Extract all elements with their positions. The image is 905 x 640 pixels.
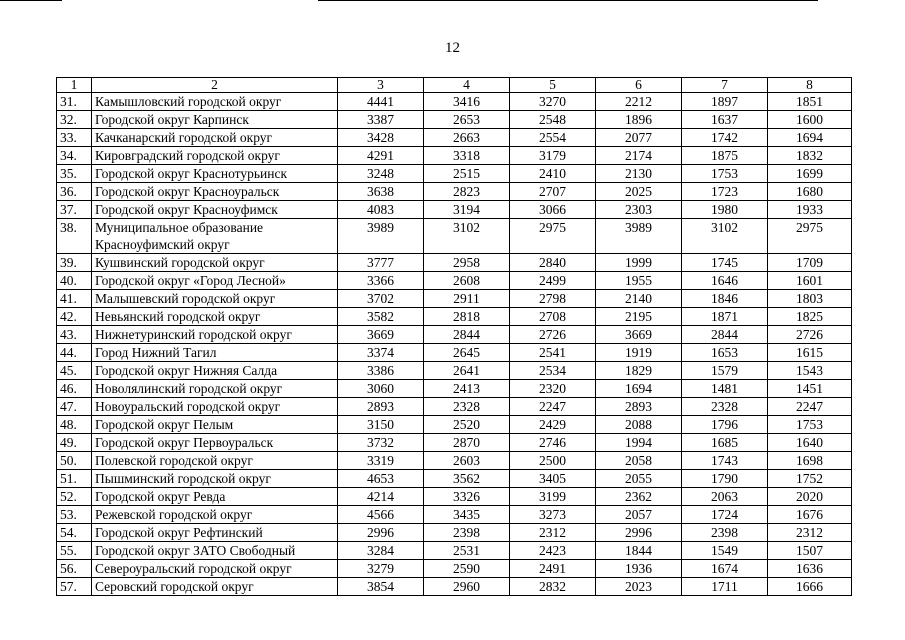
value-cell: 2996 (338, 524, 424, 542)
value-cell: 2312 (768, 524, 852, 542)
value-cell: 2534 (510, 362, 596, 380)
value-cell: 3669 (338, 326, 424, 344)
value-cell: 2328 (424, 398, 510, 416)
municipality-name: Режевской городской округ (92, 506, 338, 524)
table-row (57, 326, 852, 344)
column-header: 8 (768, 78, 852, 93)
value-cell: 2023 (596, 578, 682, 596)
value-cell: 2063 (682, 488, 768, 506)
value-cell: 3702 (338, 290, 424, 308)
value-cell: 2303 (596, 201, 682, 219)
value-cell: 2328 (682, 398, 768, 416)
value-cell: 2429 (510, 416, 596, 434)
row-number: 37. (57, 201, 92, 219)
municipality-name: Городской округ Ревда (92, 488, 338, 506)
table-row (57, 416, 852, 434)
municipality-name: Городской округ Пелым (92, 416, 338, 434)
table-row (57, 542, 852, 560)
row-number: 36. (57, 183, 92, 201)
value-cell: 2140 (596, 290, 682, 308)
row-number: 39. (57, 254, 92, 272)
municipality-name: Новоуральский городской округ (92, 398, 338, 416)
value-cell: 1666 (768, 578, 852, 596)
value-cell: 4566 (338, 506, 424, 524)
value-cell: 1875 (682, 147, 768, 165)
value-cell: 1451 (768, 380, 852, 398)
value-cell: 2554 (510, 129, 596, 147)
value-cell: 2893 (338, 398, 424, 416)
municipality-name: Качканарский городской округ (92, 129, 338, 147)
value-cell: 2410 (510, 165, 596, 183)
row-number: 51. (57, 470, 92, 488)
value-cell: 1579 (682, 362, 768, 380)
value-cell: 1636 (768, 560, 852, 578)
value-cell: 1846 (682, 290, 768, 308)
row-number: 47. (57, 398, 92, 416)
table-row (57, 165, 852, 183)
value-cell: 2645 (424, 344, 510, 362)
municipality-name: Новолялинский городской округ (92, 380, 338, 398)
value-cell: 1790 (682, 470, 768, 488)
value-cell: 1936 (596, 560, 682, 578)
value-cell: 3582 (338, 308, 424, 326)
table-row (57, 488, 852, 506)
value-cell: 1742 (682, 129, 768, 147)
page-number: 12 (445, 40, 460, 56)
table-row (57, 272, 852, 290)
value-cell: 3386 (338, 362, 424, 380)
value-cell: 3732 (338, 434, 424, 452)
row-number: 57. (57, 578, 92, 596)
value-cell: 1674 (682, 560, 768, 578)
value-cell: 1549 (682, 542, 768, 560)
municipality-name: Городской округ Красноуральск (92, 183, 338, 201)
value-cell: 1640 (768, 434, 852, 452)
row-number: 44. (57, 344, 92, 362)
value-cell: 2212 (596, 93, 682, 111)
value-cell: 2798 (510, 290, 596, 308)
value-cell: 2423 (510, 542, 596, 560)
value-cell: 3387 (338, 111, 424, 129)
value-cell: 1646 (682, 272, 768, 290)
municipality-name: Муниципальное образование Красноуфимский округ (92, 219, 338, 254)
value-cell: 1753 (768, 416, 852, 434)
value-cell: 1980 (682, 201, 768, 219)
value-cell: 2975 (768, 219, 852, 254)
table-row (57, 129, 852, 147)
municipality-name: Кушвинский городской округ (92, 254, 338, 272)
table-row (57, 219, 852, 254)
row-number: 55. (57, 542, 92, 560)
value-cell: 3279 (338, 560, 424, 578)
top-border-right (318, 0, 818, 1)
column-header: 6 (596, 78, 682, 93)
value-cell: 3854 (338, 578, 424, 596)
value-cell: 2247 (510, 398, 596, 416)
row-number: 32. (57, 111, 92, 129)
municipality-name: Камышловский городской округ (92, 93, 338, 111)
value-cell: 1851 (768, 93, 852, 111)
value-cell: 2663 (424, 129, 510, 147)
value-cell: 3318 (424, 147, 510, 165)
municipality-name: Малышевский городской округ (92, 290, 338, 308)
table-row (57, 344, 852, 362)
table-row (57, 434, 852, 452)
municipality-name: Североуральский городской округ (92, 560, 338, 578)
value-cell: 3248 (338, 165, 424, 183)
value-cell: 2531 (424, 542, 510, 560)
value-cell: 1803 (768, 290, 852, 308)
table-row (57, 308, 852, 326)
row-number: 50. (57, 452, 92, 470)
row-number: 40. (57, 272, 92, 290)
value-cell: 1680 (768, 183, 852, 201)
value-cell: 1955 (596, 272, 682, 290)
value-cell: 2603 (424, 452, 510, 470)
value-cell: 3102 (424, 219, 510, 254)
value-cell: 3194 (424, 201, 510, 219)
value-cell: 1994 (596, 434, 682, 452)
value-cell: 1796 (682, 416, 768, 434)
value-cell: 3374 (338, 344, 424, 362)
value-cell: 1637 (682, 111, 768, 129)
value-cell: 3428 (338, 129, 424, 147)
value-cell: 3366 (338, 272, 424, 290)
value-cell: 3066 (510, 201, 596, 219)
municipality-name: Городской округ Первоуральск (92, 434, 338, 452)
value-cell: 2057 (596, 506, 682, 524)
value-cell: 4214 (338, 488, 424, 506)
value-cell: 1698 (768, 452, 852, 470)
value-cell: 2320 (510, 380, 596, 398)
table-body (57, 93, 852, 596)
value-cell: 2832 (510, 578, 596, 596)
value-cell: 1829 (596, 362, 682, 380)
row-number: 53. (57, 506, 92, 524)
value-cell: 3179 (510, 147, 596, 165)
value-cell: 3989 (338, 219, 424, 254)
municipality-name: Невьянский городской округ (92, 308, 338, 326)
table-row (57, 93, 852, 111)
table-row (57, 290, 852, 308)
value-cell: 3060 (338, 380, 424, 398)
municipality-name: Городской округ Нижняя Салда (92, 362, 338, 380)
value-cell: 2975 (510, 219, 596, 254)
value-cell: 2362 (596, 488, 682, 506)
value-cell: 3102 (682, 219, 768, 254)
table-row (57, 111, 852, 129)
value-cell: 2641 (424, 362, 510, 380)
column-header: 1 (57, 78, 92, 93)
value-cell: 1897 (682, 93, 768, 111)
value-cell: 2398 (682, 524, 768, 542)
value-cell: 3326 (424, 488, 510, 506)
value-cell: 2020 (768, 488, 852, 506)
value-cell: 4083 (338, 201, 424, 219)
table-row (57, 398, 852, 416)
row-number: 49. (57, 434, 92, 452)
top-border-left (0, 0, 62, 1)
value-cell: 3199 (510, 488, 596, 506)
row-number: 41. (57, 290, 92, 308)
value-cell: 2077 (596, 129, 682, 147)
column-header: 3 (338, 78, 424, 93)
value-cell: 2548 (510, 111, 596, 129)
municipality-name: Городской округ Краснотурьинск (92, 165, 338, 183)
value-cell: 2960 (424, 578, 510, 596)
table-row (57, 560, 852, 578)
value-cell: 2708 (510, 308, 596, 326)
value-cell: 2746 (510, 434, 596, 452)
value-cell: 2398 (424, 524, 510, 542)
row-number: 52. (57, 488, 92, 506)
value-cell: 1933 (768, 201, 852, 219)
value-cell: 3284 (338, 542, 424, 560)
value-cell: 2055 (596, 470, 682, 488)
value-cell: 1600 (768, 111, 852, 129)
column-header: 2 (92, 78, 338, 93)
value-cell: 2726 (768, 326, 852, 344)
municipality-name: Кировградский городской округ (92, 147, 338, 165)
value-cell: 1999 (596, 254, 682, 272)
value-cell: 2499 (510, 272, 596, 290)
value-cell: 1481 (682, 380, 768, 398)
value-cell: 1601 (768, 272, 852, 290)
value-cell: 3270 (510, 93, 596, 111)
column-header: 7 (682, 78, 768, 93)
value-cell: 2590 (424, 560, 510, 578)
value-cell: 1694 (596, 380, 682, 398)
row-number: 33. (57, 129, 92, 147)
table-row (57, 380, 852, 398)
row-number: 45. (57, 362, 92, 380)
value-cell: 1745 (682, 254, 768, 272)
value-cell: 2653 (424, 111, 510, 129)
value-cell: 2491 (510, 560, 596, 578)
value-cell: 4291 (338, 147, 424, 165)
value-cell: 2025 (596, 183, 682, 201)
table-row (57, 362, 852, 380)
value-cell: 1685 (682, 434, 768, 452)
municipality-name: Городской округ «Город Лесной» (92, 272, 338, 290)
row-number: 56. (57, 560, 92, 578)
table-header-row (57, 78, 852, 93)
value-cell: 2174 (596, 147, 682, 165)
value-cell: 2247 (768, 398, 852, 416)
table-row (57, 524, 852, 542)
value-cell: 1743 (682, 452, 768, 470)
row-number: 46. (57, 380, 92, 398)
table-row (57, 183, 852, 201)
value-cell: 3273 (510, 506, 596, 524)
value-cell: 1723 (682, 183, 768, 201)
column-header: 4 (424, 78, 510, 93)
value-cell: 2312 (510, 524, 596, 542)
value-cell: 1694 (768, 129, 852, 147)
value-cell: 1711 (682, 578, 768, 596)
value-cell: 3989 (596, 219, 682, 254)
value-cell: 3669 (596, 326, 682, 344)
table-row (57, 452, 852, 470)
value-cell: 1724 (682, 506, 768, 524)
value-cell: 1543 (768, 362, 852, 380)
value-cell: 1752 (768, 470, 852, 488)
municipality-name: Городской округ Карпинск (92, 111, 338, 129)
value-cell: 1832 (768, 147, 852, 165)
value-cell: 2058 (596, 452, 682, 470)
value-cell: 3435 (424, 506, 510, 524)
table-row (57, 147, 852, 165)
municipality-name: Городской округ Красноуфимск (92, 201, 338, 219)
value-cell: 2520 (424, 416, 510, 434)
value-cell: 2088 (596, 416, 682, 434)
value-cell: 2130 (596, 165, 682, 183)
value-cell: 1871 (682, 308, 768, 326)
municipality-name: Городской округ Рефтинский (92, 524, 338, 542)
value-cell: 4441 (338, 93, 424, 111)
value-cell: 1753 (682, 165, 768, 183)
value-cell: 3562 (424, 470, 510, 488)
value-cell: 2844 (682, 326, 768, 344)
value-cell: 2608 (424, 272, 510, 290)
value-cell: 1507 (768, 542, 852, 560)
column-header: 5 (510, 78, 596, 93)
table-row (57, 578, 852, 596)
value-cell: 2413 (424, 380, 510, 398)
value-cell: 3405 (510, 470, 596, 488)
row-number: 34. (57, 147, 92, 165)
value-cell: 2500 (510, 452, 596, 470)
value-cell: 2707 (510, 183, 596, 201)
value-cell: 2870 (424, 434, 510, 452)
municipality-name: Город Нижний Тагил (92, 344, 338, 362)
row-number: 43. (57, 326, 92, 344)
row-number: 54. (57, 524, 92, 542)
value-cell: 2893 (596, 398, 682, 416)
row-number: 35. (57, 165, 92, 183)
value-cell: 1825 (768, 308, 852, 326)
municipality-name: Нижнетуринский городской округ (92, 326, 338, 344)
value-cell: 4653 (338, 470, 424, 488)
value-cell: 1653 (682, 344, 768, 362)
municipality-name: Полевской городской округ (92, 452, 338, 470)
municipality-name: Пышминский городской округ (92, 470, 338, 488)
municipality-name: Городской округ ЗАТО Свободный (92, 542, 338, 560)
value-cell: 3150 (338, 416, 424, 434)
value-cell: 2911 (424, 290, 510, 308)
value-cell: 1844 (596, 542, 682, 560)
table-row (57, 470, 852, 488)
table-row (57, 506, 852, 524)
value-cell: 2823 (424, 183, 510, 201)
value-cell: 1676 (768, 506, 852, 524)
municipality-name: Серовский городской округ (92, 578, 338, 596)
row-number: 38. (57, 219, 92, 254)
value-cell: 2844 (424, 326, 510, 344)
value-cell: 2726 (510, 326, 596, 344)
value-cell: 2515 (424, 165, 510, 183)
value-cell: 1699 (768, 165, 852, 183)
value-cell: 2996 (596, 524, 682, 542)
row-number: 48. (57, 416, 92, 434)
value-cell: 2195 (596, 308, 682, 326)
value-cell: 2840 (510, 254, 596, 272)
table-row (57, 201, 852, 219)
value-cell: 3319 (338, 452, 424, 470)
table-row (57, 254, 852, 272)
row-number: 31. (57, 93, 92, 111)
value-cell: 2818 (424, 308, 510, 326)
value-cell: 3777 (338, 254, 424, 272)
value-cell: 2958 (424, 254, 510, 272)
value-cell: 1615 (768, 344, 852, 362)
municipal-data-table (56, 77, 852, 596)
value-cell: 2541 (510, 344, 596, 362)
row-number: 42. (57, 308, 92, 326)
value-cell: 3416 (424, 93, 510, 111)
value-cell: 1919 (596, 344, 682, 362)
value-cell: 1709 (768, 254, 852, 272)
value-cell: 3638 (338, 183, 424, 201)
value-cell: 1896 (596, 111, 682, 129)
